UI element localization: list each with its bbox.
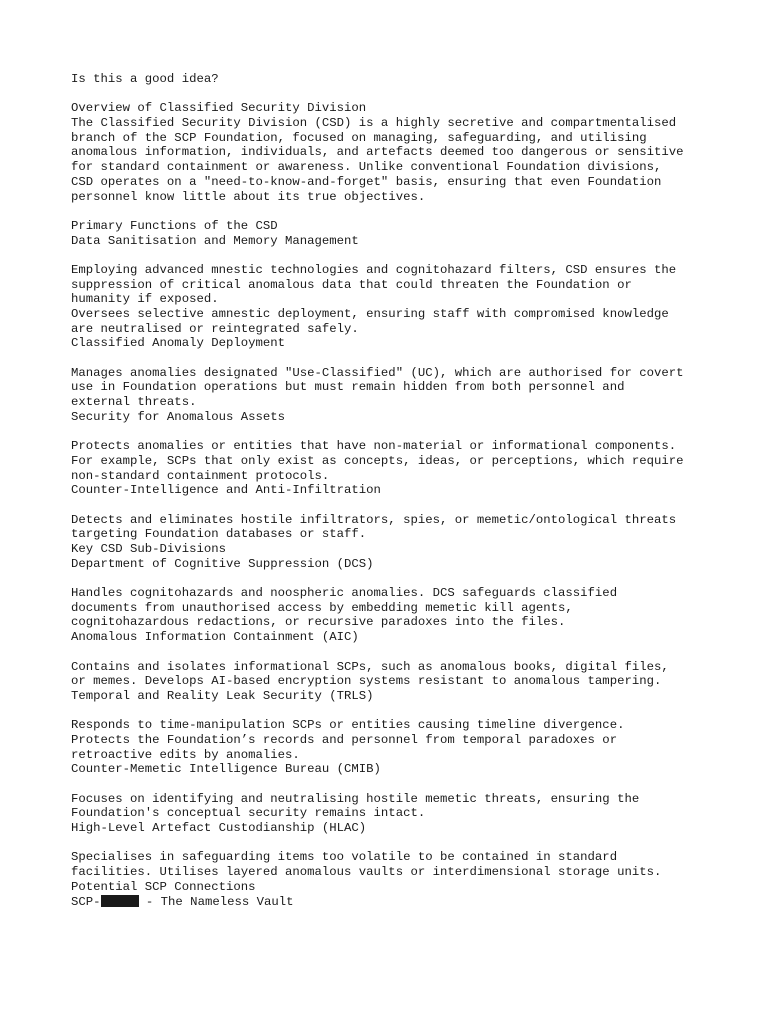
text-line: humanity if exposed. [71,292,219,307]
blank-line [71,425,731,440]
text-line: Potential SCP Connections [71,879,256,894]
text-line: Foundation's conceptual security remains intact. [71,806,426,821]
text-line: retroactive edits by anomalies. [71,747,300,762]
text-line: Key CSD Sub-Divisions [71,542,226,556]
blank-line [71,204,731,219]
text-line: branch of the SCP Foundation, focused on managing, safeguarding, and utilising [71,130,647,145]
scp-prefix: SCP- [71,894,101,909]
blank-line [71,645,731,660]
text-line: Oversees selective amnestic deployment, ensuring staff with compromised knowledge [71,307,669,321]
document-body [71,72,731,909]
text-line: use in Foundation operations but must remain hidden from both personnel and [71,380,625,395]
text-line: Anomalous Information Containment (AIC) [71,630,359,645]
text-line: targeting Foundation databases or staff. [71,527,367,542]
scp-title: - The Nameless Vault [138,894,294,909]
text-line: suppression of critical anomalous data that could threaten the Foundation or [71,277,632,292]
text-line: Department of Cognitive Suppression (DCS) [71,556,374,571]
blank-line [71,498,731,513]
text-line: Employing advanced mnestic technologies and cognitohazard filters, CSD ensures the [71,262,677,277]
text-line: Security for Anomalous Assets [71,409,286,424]
blank-line [71,777,731,792]
text-line: CSD operates on a "need-to-know-and-forget" basis, ensuring that even Foundation [71,174,662,189]
text-line: non-standard containment protocols. [71,468,330,483]
text-line: Is this a good idea? [71,72,219,86]
text-line: are neutralised or reintegrated safely. [71,321,359,336]
text-line: cognitohazardous redactions, or recursive paradoxes into the files. [71,615,566,630]
text-line: Responds to time-manipulation SCPs or entities causing timeline divergence. [71,718,625,733]
text-line: documents from unauthorised access by embedding memetic kill agents, [71,600,573,615]
scp-connection-line [71,895,731,910]
text-line: High-Level Artefact Custodianship (HLAC) [71,821,367,836]
text-line: Counter-Memetic Intelligence Bureau (CMIB) [71,762,381,777]
text-line: Contains and isolates informational SCPs, such as anomalous books, digital files, [71,659,669,674]
text-line: facilities. Utilises layered anomalous vaults or interdimensional storage units. [71,865,662,880]
redaction-bar [101,895,139,907]
text-line: or memes. Develops AI-based encryption systems resistant to anomalous tampering. [71,674,662,689]
blank-line [71,704,731,719]
text-line: anomalous information, individuals, and artefacts deemed too dangerous or sensitive [71,145,684,160]
text-line: Protects the Foundation’s records and personnel from temporal paradoxes or [71,732,618,747]
text-line: Data Sanitisation and Memory Management [71,233,359,248]
text-line: Classified Anomaly Deployment [71,336,286,351]
blank-line [71,571,731,586]
text-line: Temporal and Reality Leak Security (TRLS) [71,688,374,703]
text-line: Counter-Intelligence and Anti-Infiltration [71,483,381,498]
text-line: The Classified Security Division (CSD) is a highly secretive and compartmentalised [71,116,677,131]
text-line: Manages anomalies designated "Use-Classified" (UC), which are authorised for covert [71,365,684,380]
text-line: For example, SCPs that only exist as concepts, ideas, or perceptions, which require [71,453,684,468]
text-line: Primary Functions of the CSD [71,218,278,233]
blank-line [71,351,731,366]
text-line: Specialises in safeguarding items too volatile to be contained in standard [71,850,618,865]
text-line: Detects and eliminates hostile infiltrators, spies, or memetic/ontological threats [71,512,677,527]
text-line: external threats. [71,395,197,410]
blank-line [71,836,731,851]
text-line: personnel know little about its true objectives. [71,189,426,204]
text-line: Focuses on identifying and neutralising hostile memetic threats, ensuring the [71,791,640,806]
text-line: for standard containment or awareness. Unlike conventional Foundation divisions, [71,160,662,175]
text-line: Handles cognitohazards and noospheric anomalies. DCS safeguards classified [71,586,618,601]
text-line: Protects anomalies or entities that have non-material or informational components. [71,439,677,454]
blank-line [71,87,731,102]
text-line: Overview of Classified Security Division [71,101,367,116]
blank-line [71,248,731,263]
